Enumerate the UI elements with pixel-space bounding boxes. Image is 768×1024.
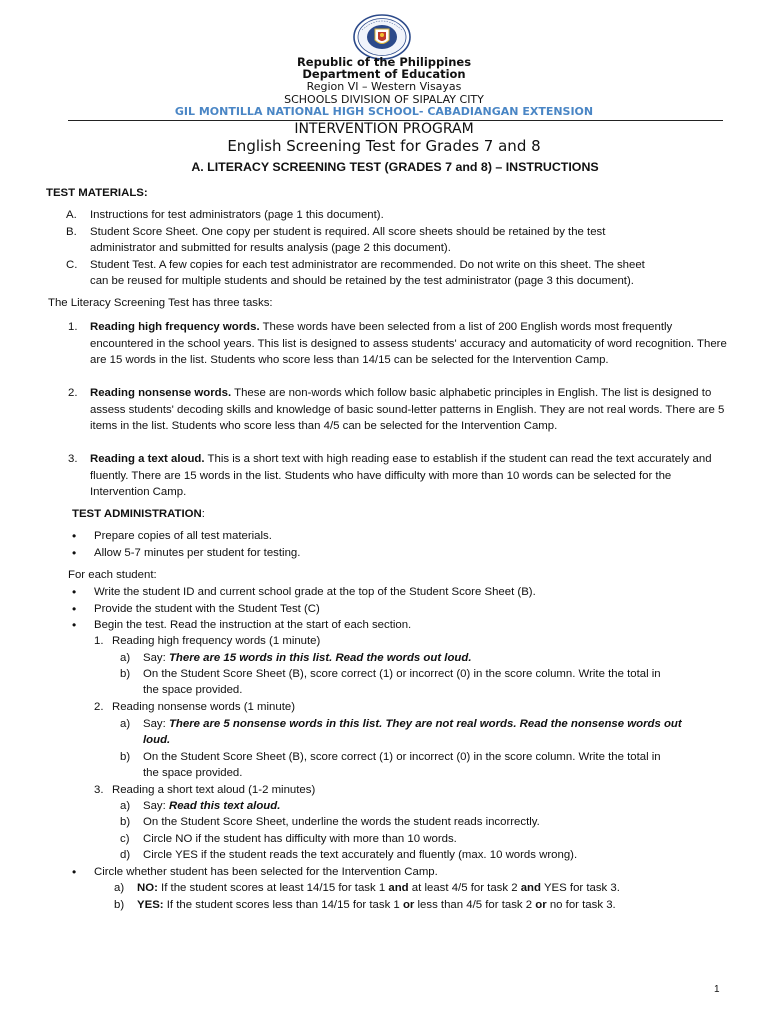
- outcome-keyword: or: [402, 899, 415, 911]
- header-region: Region VI – Western Visayas: [306, 80, 462, 93]
- list-marker: 2.: [68, 387, 78, 399]
- step-3b: On the Student Score Sheet, underline the words the student reads incorrectly.: [143, 816, 540, 828]
- step-1b-line2: the space provided.: [143, 684, 243, 696]
- say-script: There are 5 nonsense words in this list. They are not real words. Read the nonsense words out: [168, 718, 682, 730]
- admin-bullet-1: Prepare copies of all test materials.: [94, 530, 272, 542]
- list-marker: b): [120, 816, 131, 828]
- bullet-dot: •: [72, 529, 77, 543]
- step-2-label: Reading nonsense words (1 minute): [112, 701, 295, 713]
- materials-item-a: Instructions for test administrators (page 1 this document).: [90, 209, 384, 221]
- tasks-intro: The Literacy Screening Test has three tasks:: [48, 297, 273, 309]
- materials-item-b-line1: Student Score Sheet. One copy per student is required. All score sheets should be retained by the test: [90, 226, 606, 238]
- list-marker: A.: [66, 209, 77, 221]
- list-marker: d): [120, 849, 131, 861]
- header-department: Department of Education: [302, 67, 466, 81]
- step-1a: [143, 650, 472, 667]
- outcome-keyword: and: [520, 882, 541, 894]
- list-marker: a): [120, 718, 131, 730]
- list-marker: b): [120, 668, 131, 680]
- outcome-text: at least 4/5 for task 2: [408, 882, 521, 894]
- bullet-dot: •: [72, 585, 77, 599]
- step-2b-line2: the space provided.: [143, 767, 243, 779]
- step-2a-line1: [143, 716, 682, 733]
- bullet-dot: •: [72, 865, 77, 879]
- materials-item-c-line1: Student Test. A few copies for each test administrator are recommended. Do not write on this sheet. The sheet: [90, 259, 645, 271]
- outcome-text: YES for task 3.: [540, 882, 620, 894]
- outcome-label: YES:: [137, 899, 164, 911]
- header-republic: Republic of the Philippines: [296, 55, 472, 69]
- outcome-text: no for task 3.: [546, 899, 616, 911]
- list-marker: 3.: [94, 784, 104, 796]
- task-1-description: [90, 319, 730, 369]
- say-prefix: Say:: [143, 652, 169, 664]
- page-number: 1: [714, 984, 720, 995]
- outcome-text: less than 4/5 for task 2: [414, 899, 536, 911]
- say-script: Read this text aloud.: [168, 800, 281, 812]
- task-3-description: [90, 451, 730, 501]
- outcome-label: NO:: [137, 882, 158, 894]
- step-3-label: Reading a short text aloud (1-2 minutes): [112, 784, 316, 796]
- list-marker: 1.: [68, 321, 78, 333]
- admin-bullet-2: Allow 5-7 minutes per student for testing.: [94, 547, 301, 559]
- task-text: These words have been selected from a list of 200 English words most frequently encountered in the school years. This list is designed to assess students' accuracy and automaticity of word recognition. There are 15 words in the list. Students who score less than 14/15 can be selected for the Intervention Camp.: [90, 321, 727, 366]
- outcome-keyword: or: [535, 899, 547, 911]
- list-marker: 1.: [94, 635, 104, 647]
- task-text: This is a short text with high reading ease to establish if the student can read the text accurately and fluently. There are 15 words in the list. Students who have difficulty with more than 10 words can be selected for the Intervention Camp.: [90, 453, 712, 498]
- list-marker: c): [120, 833, 130, 845]
- task-title: Reading a text aloud.: [90, 453, 205, 465]
- list-marker: C.: [66, 259, 78, 271]
- list-marker: b): [120, 751, 131, 763]
- outcome-yes: [137, 897, 616, 914]
- outcome-keyword: and: [388, 882, 409, 894]
- say-script: There are 15 words in this list. Read the words out loud.: [168, 652, 472, 664]
- step-3a: [143, 798, 280, 815]
- list-marker: b): [114, 899, 125, 911]
- say-prefix: Say:: [143, 718, 169, 730]
- outcome-text: If the student scores less than 14/15 for task 1: [163, 899, 403, 911]
- section-heading: A. LITERACY SCREENING TEST (GRADES 7 and 8) – INSTRUCTIONS: [191, 160, 599, 174]
- list-marker: 3.: [68, 453, 78, 465]
- materials-heading: TEST MATERIALS:: [46, 187, 148, 199]
- task-text: These are non-words which follow basic alphabetic principles in English. The list is designed to assess students' decoding skills and knowledge of basic sound-letter patterns in English. They are not real words. There are 5 items in the list. Students who score less than 4/5 can be selected for the Intervention Camp.: [90, 387, 725, 432]
- say-prefix: Say:: [143, 800, 169, 812]
- bullet-dot: •: [72, 618, 77, 632]
- selection-bullet: Circle whether student has been selected for the Intervention Camp.: [94, 866, 438, 878]
- bullet-dot: •: [72, 602, 77, 616]
- list-marker: a): [120, 652, 131, 664]
- bullet-dot: •: [72, 546, 77, 560]
- deped-seal-logo: [352, 14, 412, 60]
- task-title: Reading nonsense words.: [90, 387, 232, 399]
- administration-heading: [72, 506, 205, 523]
- step-1b-line1: On the Student Score Sheet (B), score correct (1) or incorrect (0) in the score column. Write the total in: [143, 668, 661, 680]
- step-3c: Circle NO if the student has difficulty with more than 10 words.: [143, 833, 457, 845]
- program-title: INTERVENTION PROGRAM: [294, 121, 474, 137]
- list-marker: a): [114, 882, 125, 894]
- header-division: SCHOOLS DIVISION OF SIPALAY CITY: [284, 93, 484, 106]
- student-bullet-1: Write the student ID and current school grade at the top of the Student Score Sheet (B).: [94, 586, 536, 598]
- step-2a-line2: loud.: [143, 734, 171, 746]
- step-1-label: Reading high frequency words (1 minute): [112, 635, 321, 647]
- program-subtitle: English Screening Test for Grades 7 and 8: [227, 137, 541, 155]
- list-marker: 2.: [94, 701, 104, 713]
- task-2-description: [90, 385, 730, 435]
- outcome-no: [137, 880, 620, 897]
- materials-item-c-line2: can be reused for multiple students and should be retained by the test administrator (page 3 this document).: [90, 275, 634, 287]
- administration-heading-text: TEST ADMINISTRATION: [72, 508, 202, 520]
- materials-item-b-line2: administrator and submitted for results analysis (page 2 this document).: [90, 242, 451, 254]
- task-title: Reading high frequency words.: [90, 321, 260, 333]
- list-marker: a): [120, 800, 131, 812]
- student-bullet-2: Provide the student with the Student Test (C): [94, 603, 320, 615]
- administration-heading-colon: :: [201, 508, 205, 520]
- step-3d: Circle YES if the student reads the text accurately and fluently (max. 10 words wrong).: [143, 849, 578, 861]
- header-school-name: GIL MONTILLA NATIONAL HIGH SCHOOL- CABADIANGAN EXTENSION: [174, 105, 594, 118]
- outcome-text: If the student scores at least 14/15 for task 1: [157, 882, 389, 894]
- step-2b-line1: On the Student Score Sheet (B), score correct (1) or incorrect (0) in the score column. Write the total in: [143, 751, 661, 763]
- list-marker: B.: [66, 226, 77, 238]
- student-bullet-3: Begin the test. Read the instruction at the start of each section.: [94, 619, 412, 631]
- for-each-intro: For each student:: [68, 569, 157, 581]
